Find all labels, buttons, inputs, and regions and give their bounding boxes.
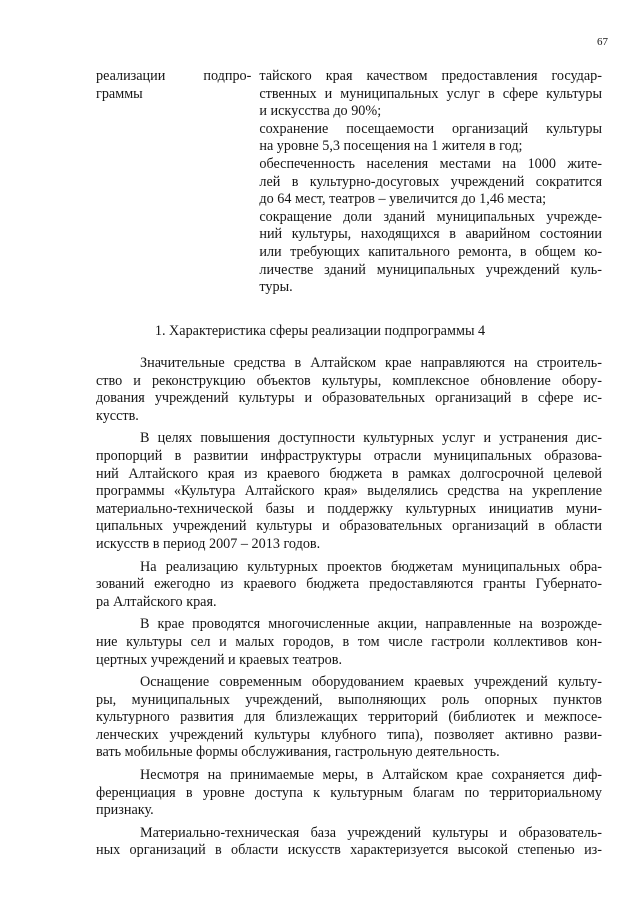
paragraph: [96, 767, 602, 820]
table-text-line: обеспеченность населения местами на 1000 жите-: [259, 155, 602, 172]
paragraph-line: ра Алтайского края.: [96, 593, 217, 610]
paragraph-line: культурного развития для близлежащих территорий (библиотек и межпосе-: [96, 709, 602, 726]
table-text-line: или требующих капитального ремонта, в общем ко-: [259, 243, 602, 260]
left-cell-text: граммы: [96, 85, 143, 102]
paragraph: [96, 559, 602, 612]
table-text-line: до 64 мест, театров – увеличится до 1,46 места;: [259, 191, 547, 208]
paragraph: [96, 825, 602, 860]
paragraph-line: На реализацию культурных проектов бюджетам муниципальных обра-: [140, 558, 602, 575]
paragraph-line: В крае проводятся многочисленные акции, направленные на возрожде-: [140, 616, 602, 633]
table-text-line: туры.: [259, 279, 293, 296]
subprogram-results-table: [96, 68, 602, 297]
paragraph-line: цертных учреждений и краевых театров.: [96, 651, 343, 668]
paragraph-line: Материально-техническая база учреждений культуры и образователь-: [140, 824, 602, 841]
table-right-column: [259, 68, 602, 297]
table-left-column: [96, 68, 251, 297]
paragraph-line: пропорций в развитии инфраструктуры отрасли муниципальных образова-: [96, 447, 602, 464]
paragraph-line: кусств.: [96, 407, 139, 424]
paragraph-line: ленческих учреждений культуры клубного типа), позволяет активно разви-: [96, 726, 602, 743]
table-text-line: ственных и муниципальных услуг в сфере культуры: [259, 85, 602, 102]
table-text-line: сохранение посещаемости организаций культуры: [259, 120, 602, 137]
paragraph-line: ры, муниципальных учреждений, выполняющих роль опорных пунктов: [96, 691, 602, 708]
left-cell-line: [96, 86, 251, 104]
paragraph: [96, 430, 602, 553]
paragraph-line: признаку.: [96, 802, 154, 819]
paragraph-line: Значительные средства в Алтайском крае направляются на строитель-: [140, 355, 602, 371]
paragraph: [96, 355, 602, 425]
paragraph-line: В целях повышения доступности культурных услуг и устранения дис-: [140, 430, 602, 447]
section-heading: 1. Характеристика сферы реализации подпрограммы 4: [154, 323, 486, 339]
paragraph-line: ний Алтайского края из краевого бюджета в рамках долгосрочной целевой: [96, 465, 602, 482]
body-text: [96, 355, 602, 865]
paragraph-line: Оснащение современным оборудованием краевых учреждений культу-: [140, 674, 602, 691]
table-text-line: на уровне 5,3 посещения на 1 жителя в год;: [259, 138, 523, 155]
paragraph-line: программы «Культура Алтайского края» выделялись средства на укрепление: [96, 483, 602, 500]
paragraph-line: ство и реконструкцию объектов культуры, комплексное обновление обору-: [96, 372, 602, 389]
paragraph: [96, 674, 602, 762]
left-cell-line: [96, 68, 251, 86]
paragraph-line: ных организаций в области искусств характеризуется высокой степенью из-: [96, 842, 602, 859]
paragraph-line: Несмотря на принимаемые меры, в Алтайском крае сохраняется диф-: [140, 767, 602, 784]
left-cell-text: реализации: [96, 68, 166, 84]
paragraph-line: зований ежегодно из краевого бюджета предоставляются гранты Губернато-: [96, 576, 602, 593]
left-cell-text: подпро-: [203, 68, 252, 84]
table-text-line: личестве зданий муниципальных учреждений куль-: [259, 261, 602, 278]
paragraph-line: дования учреждений культуры и образовательных организаций в сфере ис-: [96, 390, 602, 407]
paragraph-line: искусств в период 2007 – 2013 годов.: [96, 535, 321, 552]
table-text-line: тайского края качеством предоставления государ-: [259, 68, 602, 84]
page-number: 67: [597, 36, 608, 48]
table-text-line: сокращение доли зданий муниципальных учрежде-: [259, 208, 602, 225]
paragraph-line: вать мобильные формы обслуживания, гастрольную деятельность.: [96, 744, 500, 761]
paragraph-line: ципальных учреждений культуры и образовательных организаций в области: [96, 518, 602, 535]
table-text-line: ний культуры, находящихся в аварийном состоянии: [259, 226, 602, 243]
table-text-line: лей в культурно-досуговых учреждений сократится: [259, 173, 602, 190]
paragraph-line: ние культуры сел и малых городов, в том числе гастроли коллективов кон-: [96, 633, 602, 650]
table-text-line: и искусства до 90%;: [259, 103, 382, 120]
paragraph-line: ференциация в уровне доступа к культурным благам по территориальному: [96, 784, 602, 801]
paragraph-line: материально-технической базы и поддержку культурных инициатив муни-: [96, 500, 602, 517]
paragraph: [96, 616, 602, 669]
